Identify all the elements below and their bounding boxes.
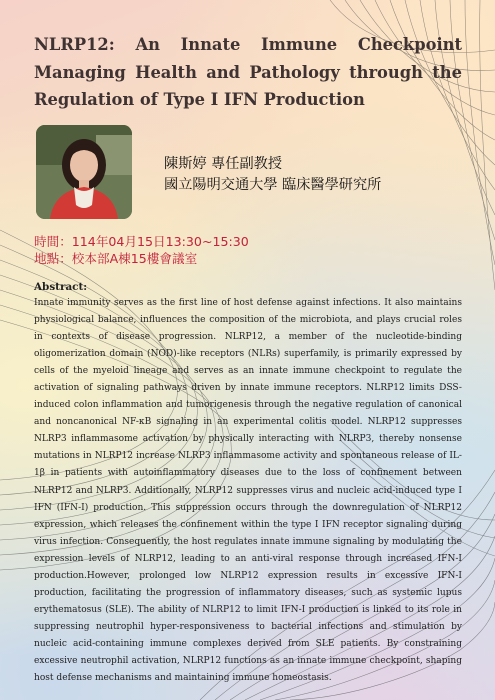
abstract-heading: Abstract:	[34, 281, 88, 293]
speaker-info	[164, 154, 381, 196]
speaker-photo	[36, 125, 132, 219]
speaker-portrait-image	[36, 125, 132, 219]
event-info	[34, 233, 249, 267]
event-place: 地點：校本部A棟15樓會議室	[34, 251, 198, 266]
speaker-name-title: 陳斯婷 專任副教授	[164, 156, 283, 172]
speaker-affiliation: 國立陽明交通大學 臨床醫學研究所	[164, 177, 382, 193]
event-time: 時間：114年04月15日13:30~15:30	[34, 234, 249, 249]
abstract-text: Innate immunity serves as the first line of host defense against infections. It also maintains physiological balance, influences the composition of the microbiota, and plays crucial roles in contexts of disease progression. NLRP12, a member of the nucleotide-binding oligomerization domain (NOD)-like receptors (NLRs) superfamily, is primarily expressed by cells of the myeloid lineage and serves as an innate immune checkpoint to regulate the activation of signaling pathways driven by innate immune receptors. NLRP12 limits DSS-induced colon inflammation and tumorigenesis through the negative regulation of canonical and noncanonical NF-κB signaling in an experimental colitis model. NLRP12 suppresses NLRP3 inflammasome activation by physically interacting with NLRP3, thereby nonsense mutations in NLRP12 increase NLRP3 inflammasome activity and spontaneous release of IL-1β in patients with autoinflammatory diseases due to the loss of confinement between NLRP12 and NLRP3. Additionally, NLRP12 suppresses virus and nucleic acid-induced type I IFN (IFN-I) production. This suppression occurs through the downregulation of NLRP12 expression, which releases the confinement within the type I IFN receptor signaling during virus infection. Consequently, the host regulates innate immune signaling by modulating the expression levels of NLRP12, leading to an anti-viral response through increased IFN-I production.However, prolonged low NLRP12 expression results in excessive IFN-I production, facilitating the progression of inflammatory diseases, such as systemic lupus erythematosus (SLE). The ability of NLRP12 to limit IFN-I production is linked to its role in suppressing neutrophil hyper-responsiveness to bacterial infections and stimulation by nucleic acid-containing immune complexes derived from SLE patients. By constraining excessive neutrophil activation, NLRP12 functions as an innate immune checkpoint, shaping host defense mechanisms and maintaining immune homeostasis.	[34, 298, 462, 684]
page-title: NLRP12: An Innate Immune Checkpoint Managing Health and Pathology through the Regulation of Type I IFN Production	[34, 35, 462, 109]
